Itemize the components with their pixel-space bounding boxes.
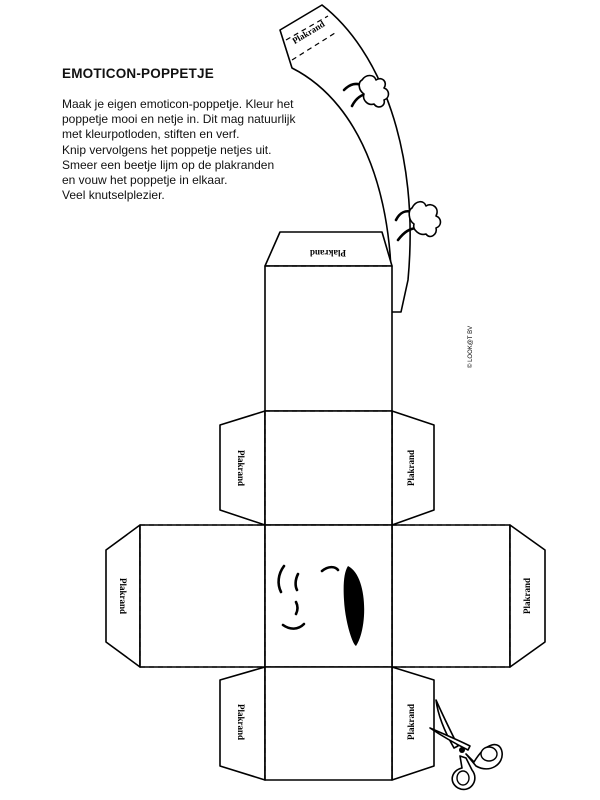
glue-tab-label: Plakrand <box>406 703 416 741</box>
bottom-panel <box>265 667 392 780</box>
glue-tab-left <box>106 525 140 667</box>
right-side-panel <box>392 525 510 667</box>
glue-tab-label: Plakrand <box>522 577 532 615</box>
face-panel <box>265 525 392 667</box>
instruction-line: en vouw het poppetje in elkaar. <box>62 173 228 188</box>
glue-tab-label: Plakrand <box>406 449 416 487</box>
glue-tab-upper-left <box>220 411 265 525</box>
scissors-icon <box>430 700 502 789</box>
head-top-panel <box>265 266 392 411</box>
instruction-line: met kleurpotloden, stiften en verf. <box>62 127 240 142</box>
instruction-line: Knip vervolgens het poppetje netjes uit. <box>62 142 272 157</box>
glue-tab-top <box>265 232 392 266</box>
glue-tab-upper-right <box>392 411 434 525</box>
left-side-panel <box>140 525 265 667</box>
head-back-panel <box>265 411 392 525</box>
glue-tab-lower-right <box>392 667 434 780</box>
instruction-line: poppetje mooi en netje in. Dit mag natuurlijk <box>62 112 296 127</box>
sheet-title: EMOTICON-POPPETJE <box>62 66 214 81</box>
glue-tab-label: Plakrand <box>236 449 246 487</box>
instruction-line: Maak je eigen emoticon-poppetje. Kleur het <box>62 97 294 111</box>
glue-tab-label: Plakrand <box>290 18 327 46</box>
glue-tab-label: Plakrand <box>118 577 128 615</box>
instruction-line: Smeer een beetje lijm op de plakranden <box>62 157 275 172</box>
glue-tab-label: Plakrand <box>236 703 246 741</box>
copyright-text: © LOOK@T BV <box>468 325 474 368</box>
instruction-line: Veel knutselplezier. <box>62 188 165 203</box>
glue-tab-label: Plakrand <box>309 248 347 258</box>
glue-tab-right <box>510 525 545 667</box>
glue-tab-lower-left <box>220 667 265 780</box>
